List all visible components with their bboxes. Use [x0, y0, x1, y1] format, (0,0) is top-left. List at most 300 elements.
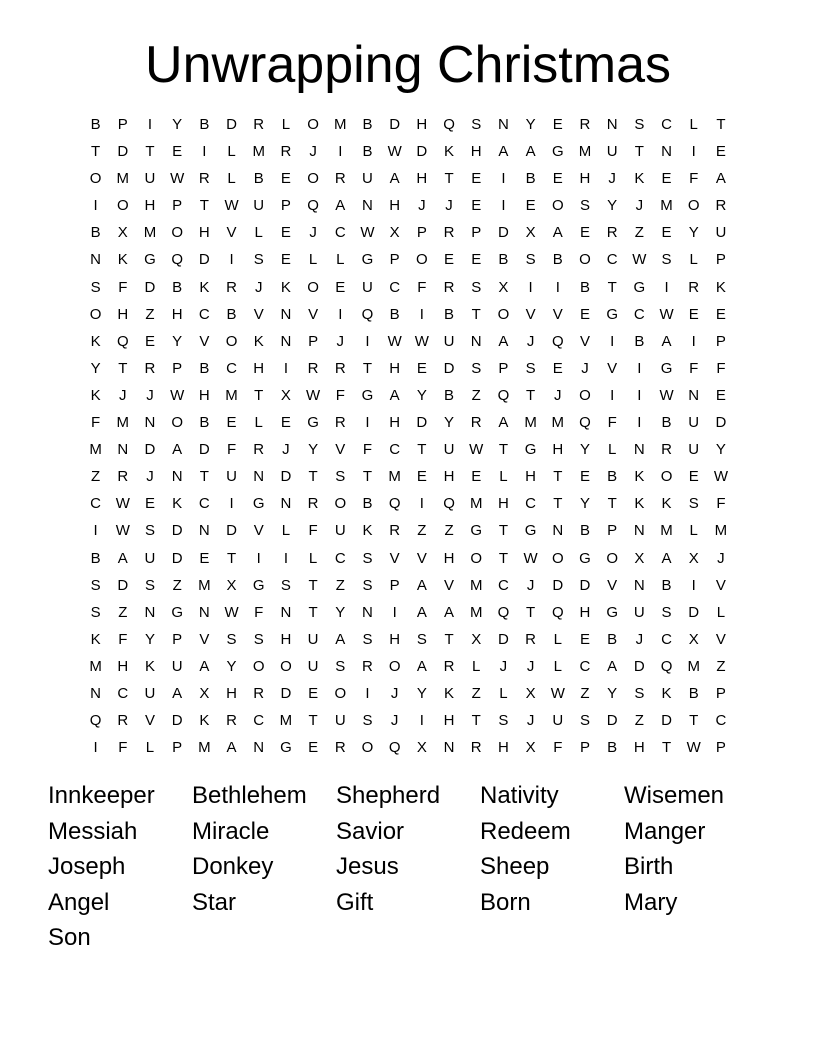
- grid-letter: X: [525, 739, 536, 757]
- grid-letter: Y: [308, 441, 319, 459]
- grid-letter: V: [525, 305, 536, 323]
- letter-grid: [82, 111, 735, 761]
- grid-letter: T: [471, 305, 481, 323]
- grid-letter: I: [691, 332, 696, 350]
- grid-letter: I: [419, 712, 424, 730]
- grid-letter: Y: [144, 630, 155, 648]
- grid-letter: Z: [444, 522, 454, 540]
- grid-letter: S: [335, 468, 346, 486]
- grid-letter: B: [253, 170, 264, 188]
- grid-letter: H: [579, 603, 591, 621]
- word-list-item: Mary: [624, 888, 678, 916]
- grid-letter: T: [308, 712, 318, 730]
- grid-letter: V: [308, 305, 319, 323]
- grid-letter: T: [444, 170, 454, 188]
- grid-letter: G: [307, 414, 319, 432]
- grid-letter: M: [116, 414, 130, 432]
- grid-letter: W: [360, 224, 375, 242]
- grid-letter: E: [280, 224, 291, 242]
- grid-letter: Q: [443, 495, 455, 513]
- grid-letter: R: [226, 712, 237, 730]
- grid-letter: N: [280, 332, 292, 350]
- grid-letter: R: [715, 197, 727, 215]
- grid-letter: S: [579, 197, 590, 215]
- grid-letter: U: [307, 657, 319, 675]
- grid-letter: D: [579, 576, 591, 594]
- grid-letter: A: [607, 657, 618, 675]
- grid-letter: J: [309, 224, 317, 242]
- grid-letter: W: [659, 305, 674, 323]
- grid-letter: D: [416, 414, 428, 432]
- grid-letter: A: [498, 332, 509, 350]
- grid-letter: S: [362, 712, 373, 730]
- grid-letter: X: [634, 549, 645, 567]
- grid-letter: E: [579, 630, 590, 648]
- grid-letter: U: [688, 441, 700, 459]
- word-list-item: Angel: [48, 888, 110, 916]
- grid-letter: W: [686, 739, 701, 757]
- grid-letter: T: [607, 495, 617, 513]
- word-list-item: Wisemen: [624, 782, 725, 809]
- grid-letter: T: [199, 468, 209, 486]
- grid-letter: A: [335, 630, 346, 648]
- grid-letter: P: [715, 684, 726, 702]
- grid-letter: E: [579, 305, 590, 323]
- grid-letter: E: [525, 197, 536, 215]
- grid-letter: P: [416, 224, 427, 242]
- grid-letter: Y: [607, 197, 618, 215]
- grid-letter: L: [281, 116, 291, 133]
- grid-letter: O: [497, 305, 510, 323]
- grid-letter: B: [199, 414, 210, 432]
- grid-letter: E: [715, 143, 726, 161]
- word-list: [48, 778, 768, 956]
- grid-letter: Z: [471, 386, 481, 404]
- grid-letter: D: [171, 522, 183, 540]
- grid-letter: J: [309, 143, 317, 161]
- grid-letter: A: [525, 143, 536, 161]
- grid-letter: C: [525, 495, 537, 513]
- word-list-item: Star: [192, 888, 237, 916]
- grid-letter: H: [416, 170, 428, 188]
- grid-letter: M: [198, 576, 211, 594]
- word-list-item: Nativity: [480, 782, 559, 809]
- grid-letter: O: [388, 657, 401, 675]
- grid-letter: N: [633, 522, 645, 540]
- grid-letter: S: [471, 116, 482, 133]
- grid-letter: C: [389, 278, 401, 296]
- grid-letter: J: [635, 197, 644, 215]
- grid-letter: Z: [580, 684, 590, 702]
- grid-letter: F: [118, 739, 128, 757]
- grid-letter: Y: [335, 603, 346, 621]
- grid-letter: L: [716, 603, 726, 621]
- grid-letter: J: [554, 386, 562, 404]
- grid-letter: U: [552, 712, 564, 730]
- grid-letter: Q: [388, 739, 401, 757]
- grid-letter: N: [117, 441, 129, 459]
- grid-letter: H: [470, 143, 482, 161]
- grid-letter: Y: [226, 657, 237, 675]
- grid-letter: B: [579, 522, 590, 540]
- word-list-item: Gift: [336, 888, 374, 916]
- word-list-item: Miracle: [192, 817, 270, 845]
- grid-letter: X: [199, 684, 210, 702]
- grid-letter: K: [144, 657, 155, 675]
- word-list-item: Innkeeper: [48, 782, 155, 809]
- grid-letter: E: [688, 468, 699, 486]
- grid-letter: U: [144, 684, 156, 702]
- grid-letter: A: [389, 386, 400, 404]
- grid-letter: F: [553, 739, 563, 757]
- grid-letter: R: [226, 278, 237, 296]
- grid-letter: H: [579, 170, 591, 188]
- grid-letter: H: [253, 359, 265, 377]
- grid-letter: E: [226, 414, 237, 432]
- grid-letter: B: [172, 278, 183, 296]
- grid-letter: L: [472, 657, 481, 675]
- grid-letter: N: [633, 441, 645, 459]
- grid-letter: L: [553, 657, 562, 675]
- grid-letter: U: [443, 441, 455, 459]
- grid-letter: I: [610, 386, 615, 404]
- grid-letter: R: [389, 522, 401, 540]
- grid-letter: B: [444, 305, 455, 323]
- grid-letter: A: [335, 197, 346, 215]
- grid-letter: M: [279, 712, 293, 730]
- grid-letter: D: [416, 143, 428, 161]
- grid-letter: W: [469, 441, 484, 459]
- grid-letter: N: [362, 197, 373, 215]
- grid-letter: D: [198, 441, 210, 459]
- grid-letter: N: [90, 684, 102, 702]
- grid-letter: H: [226, 684, 237, 702]
- grid-letter: J: [499, 657, 508, 675]
- grid-letter: S: [688, 495, 699, 513]
- grid-letter: S: [498, 712, 509, 730]
- grid-letter: Z: [335, 576, 345, 594]
- grid-letter: N: [90, 251, 102, 269]
- grid-letter: E: [144, 332, 155, 350]
- grid-letter: Y: [607, 684, 618, 702]
- grid-letter: R: [198, 170, 210, 188]
- grid-letter: M: [252, 143, 265, 161]
- grid-letter: E: [416, 468, 427, 486]
- grid-letter: W: [387, 143, 402, 161]
- grid-letter: D: [144, 441, 156, 459]
- grid-letter: H: [117, 305, 129, 323]
- grid-letter: O: [579, 386, 591, 404]
- grid-letter: D: [280, 684, 292, 702]
- grid-letter: E: [172, 143, 183, 161]
- grid-letter: R: [117, 712, 129, 730]
- grid-letter: D: [198, 251, 210, 269]
- grid-letter: D: [117, 576, 129, 594]
- grid-letter: T: [498, 549, 508, 567]
- word-list-item: Birth: [624, 853, 674, 880]
- grid-letter: I: [93, 522, 98, 540]
- word-list-item: Joseph: [48, 853, 126, 880]
- grid-letter: A: [715, 170, 726, 188]
- grid-letter: B: [199, 359, 210, 377]
- grid-letter: Q: [497, 386, 510, 404]
- grid-letter: D: [715, 414, 727, 432]
- grid-letter: Y: [688, 224, 699, 242]
- grid-letter: Z: [172, 576, 182, 594]
- grid-letter: K: [715, 278, 726, 296]
- grid-letter: R: [334, 170, 346, 188]
- grid-letter: K: [280, 278, 291, 296]
- grid-letter: L: [689, 116, 698, 133]
- grid-letter: U: [688, 414, 700, 432]
- grid-letter: O: [116, 197, 129, 215]
- grid-letter: L: [254, 414, 263, 432]
- grid-letter: J: [526, 712, 535, 730]
- grid-letter: S: [90, 576, 101, 594]
- grid-letter: N: [661, 143, 672, 161]
- grid-letter: T: [226, 549, 237, 567]
- grid-letter: J: [282, 441, 290, 459]
- grid-letter: H: [389, 630, 401, 648]
- grid-letter: S: [144, 576, 155, 594]
- grid-letter: P: [715, 739, 726, 757]
- grid-letter: T: [498, 522, 508, 540]
- grid-letter: D: [606, 712, 618, 730]
- word-list-item: Bethlehem: [192, 782, 307, 809]
- grid-letter: X: [525, 684, 536, 702]
- grid-letter: T: [716, 116, 726, 133]
- grid-letter: V: [715, 630, 726, 648]
- grid-letter: L: [145, 739, 155, 757]
- grid-letter: R: [334, 414, 346, 432]
- grid-letter: K: [199, 278, 210, 296]
- grid-letter: C: [661, 630, 672, 648]
- grid-letter: V: [389, 549, 400, 567]
- grid-letter: C: [334, 224, 346, 242]
- grid-letter: X: [498, 278, 509, 296]
- grid-letter: L: [308, 251, 318, 269]
- grid-letter: N: [280, 603, 292, 621]
- grid-letter: I: [202, 143, 207, 161]
- grid-letter: I: [528, 278, 533, 296]
- grid-letter: B: [90, 116, 101, 133]
- grid-letter: R: [443, 224, 455, 242]
- grid-letter: J: [390, 684, 399, 702]
- grid-letter: V: [444, 576, 455, 594]
- grid-letter: A: [498, 414, 509, 432]
- grid-letter: J: [254, 278, 263, 296]
- grid-letter: T: [661, 739, 672, 757]
- grid-letter: I: [664, 278, 669, 296]
- grid-letter: T: [471, 712, 481, 730]
- grid-letter: L: [499, 684, 508, 702]
- grid-letter: H: [497, 495, 509, 513]
- grid-letter: M: [469, 603, 483, 621]
- word-list-item: Sheep: [480, 853, 550, 880]
- grid-letter: J: [146, 468, 154, 486]
- grid-letter: C: [389, 441, 401, 459]
- grid-letter: A: [498, 143, 509, 161]
- grid-letter: U: [443, 332, 455, 350]
- grid-letter: I: [691, 143, 696, 161]
- grid-letter: W: [224, 603, 239, 621]
- grid-letter: V: [253, 522, 264, 540]
- grid-letter: M: [143, 224, 157, 242]
- grid-letter: A: [661, 549, 672, 567]
- grid-letter: Z: [634, 224, 644, 242]
- grid-letter: G: [633, 278, 646, 296]
- grid-letter: I: [229, 495, 234, 513]
- grid-letter: T: [444, 630, 454, 648]
- grid-letter: B: [607, 468, 618, 486]
- grid-letter: R: [117, 468, 129, 486]
- grid-letter: A: [416, 657, 427, 675]
- grid-letter: D: [226, 522, 237, 540]
- grid-letter: Y: [90, 359, 101, 377]
- grid-letter: U: [171, 657, 183, 675]
- grid-letter: L: [227, 143, 236, 161]
- grid-letter: X: [226, 576, 237, 594]
- grid-letter: E: [471, 170, 482, 188]
- grid-letter: T: [498, 441, 508, 459]
- grid-letter: U: [362, 278, 373, 296]
- grid-letter: L: [254, 224, 263, 242]
- grid-letter: G: [171, 603, 183, 621]
- grid-letter: I: [691, 576, 696, 594]
- grid-letter: A: [416, 576, 427, 594]
- grid-letter: I: [610, 332, 615, 350]
- grid-letter: I: [419, 495, 424, 513]
- grid-letter: X: [471, 630, 482, 648]
- grid-letter: Q: [579, 414, 591, 432]
- grid-letter: Y: [579, 495, 590, 513]
- grid-letter: B: [525, 170, 536, 188]
- grid-letter: Q: [443, 116, 455, 133]
- grid-letter: E: [416, 359, 427, 377]
- grid-letter: D: [144, 278, 156, 296]
- grid-letter: U: [362, 170, 373, 188]
- grid-letter: B: [579, 278, 590, 296]
- grid-letter: H: [443, 468, 455, 486]
- grid-letter: H: [443, 712, 455, 730]
- grid-letter: Y: [416, 386, 427, 404]
- grid-letter: C: [661, 116, 672, 133]
- grid-letter: T: [118, 359, 128, 377]
- grid-letter: Q: [361, 305, 374, 323]
- grid-letter: S: [471, 359, 482, 377]
- grid-letter: E: [308, 739, 319, 757]
- grid-letter: M: [198, 739, 211, 757]
- grid-letter: A: [389, 170, 400, 188]
- grid-letter: P: [172, 359, 183, 377]
- grid-letter: I: [365, 332, 370, 350]
- grid-letter: Q: [307, 197, 319, 215]
- grid-letter: U: [633, 603, 645, 621]
- grid-letter: B: [444, 386, 455, 404]
- grid-letter: I: [419, 305, 424, 323]
- grid-letter: H: [389, 414, 401, 432]
- grid-letter: A: [172, 684, 183, 702]
- word-list-item: Jesus: [336, 853, 399, 880]
- grid-letter: A: [661, 332, 672, 350]
- grid-letter: K: [634, 468, 645, 486]
- grid-letter: K: [634, 495, 645, 513]
- grid-letter: C: [606, 251, 618, 269]
- word-list-item: Savior: [336, 817, 405, 845]
- grid-letter: E: [552, 359, 563, 377]
- grid-letter: F: [91, 414, 101, 432]
- grid-letter: S: [634, 116, 645, 133]
- grid-letter: O: [361, 739, 374, 757]
- grid-letter: L: [308, 549, 318, 567]
- grid-letter: R: [470, 414, 482, 432]
- grid-letter: W: [713, 468, 728, 486]
- grid-letter: Y: [416, 684, 427, 702]
- grid-letter: E: [579, 468, 590, 486]
- grid-letter: L: [281, 522, 291, 540]
- grid-letter: A: [199, 657, 210, 675]
- word-list-item: Born: [480, 888, 531, 916]
- grid-letter: E: [579, 224, 590, 242]
- grid-letter: U: [334, 522, 346, 540]
- grid-letter: V: [715, 576, 726, 594]
- grid-letter: G: [144, 251, 156, 269]
- grid-letter: X: [389, 224, 400, 242]
- grid-letter: T: [526, 603, 536, 621]
- grid-letter: S: [280, 576, 291, 594]
- grid-letter: E: [280, 170, 291, 188]
- grid-letter: J: [581, 359, 589, 377]
- grid-letter: R: [307, 359, 319, 377]
- grid-letter: T: [91, 143, 101, 161]
- grid-letter: R: [253, 116, 265, 133]
- grid-letter: S: [471, 278, 482, 296]
- grid-letter: O: [280, 657, 292, 675]
- grid-letter: P: [308, 332, 319, 350]
- grid-letter: R: [253, 441, 265, 459]
- grid-letter: S: [362, 576, 373, 594]
- grid-letter: T: [362, 359, 373, 377]
- grid-letter: V: [144, 712, 155, 730]
- grid-letter: G: [470, 522, 483, 540]
- grid-letter: Q: [171, 251, 183, 269]
- grid-letter: R: [307, 495, 319, 513]
- grid-letter: B: [362, 495, 373, 513]
- grid-letter: P: [607, 522, 618, 540]
- grid-letter: M: [388, 468, 401, 486]
- grid-letter: H: [497, 739, 509, 757]
- grid-letter: V: [199, 630, 210, 648]
- grid-letter: C: [226, 359, 237, 377]
- grid-letter: B: [552, 251, 563, 269]
- grid-letter: D: [443, 359, 455, 377]
- grid-letter: B: [226, 305, 237, 323]
- grid-letter: B: [688, 684, 699, 702]
- grid-letter: C: [633, 305, 645, 323]
- grid-letter: G: [280, 739, 292, 757]
- grid-letter: Q: [551, 332, 564, 350]
- grid-letter: W: [632, 251, 647, 269]
- grid-letter: E: [444, 251, 455, 269]
- grid-letter: W: [170, 170, 185, 188]
- grid-letter: V: [253, 305, 264, 323]
- grid-letter: F: [118, 278, 128, 296]
- grid-letter: X: [416, 739, 427, 757]
- grid-letter: M: [524, 414, 537, 432]
- grid-letter: V: [607, 576, 618, 594]
- grid-letter: B: [362, 143, 373, 161]
- grid-letter: R: [280, 143, 292, 161]
